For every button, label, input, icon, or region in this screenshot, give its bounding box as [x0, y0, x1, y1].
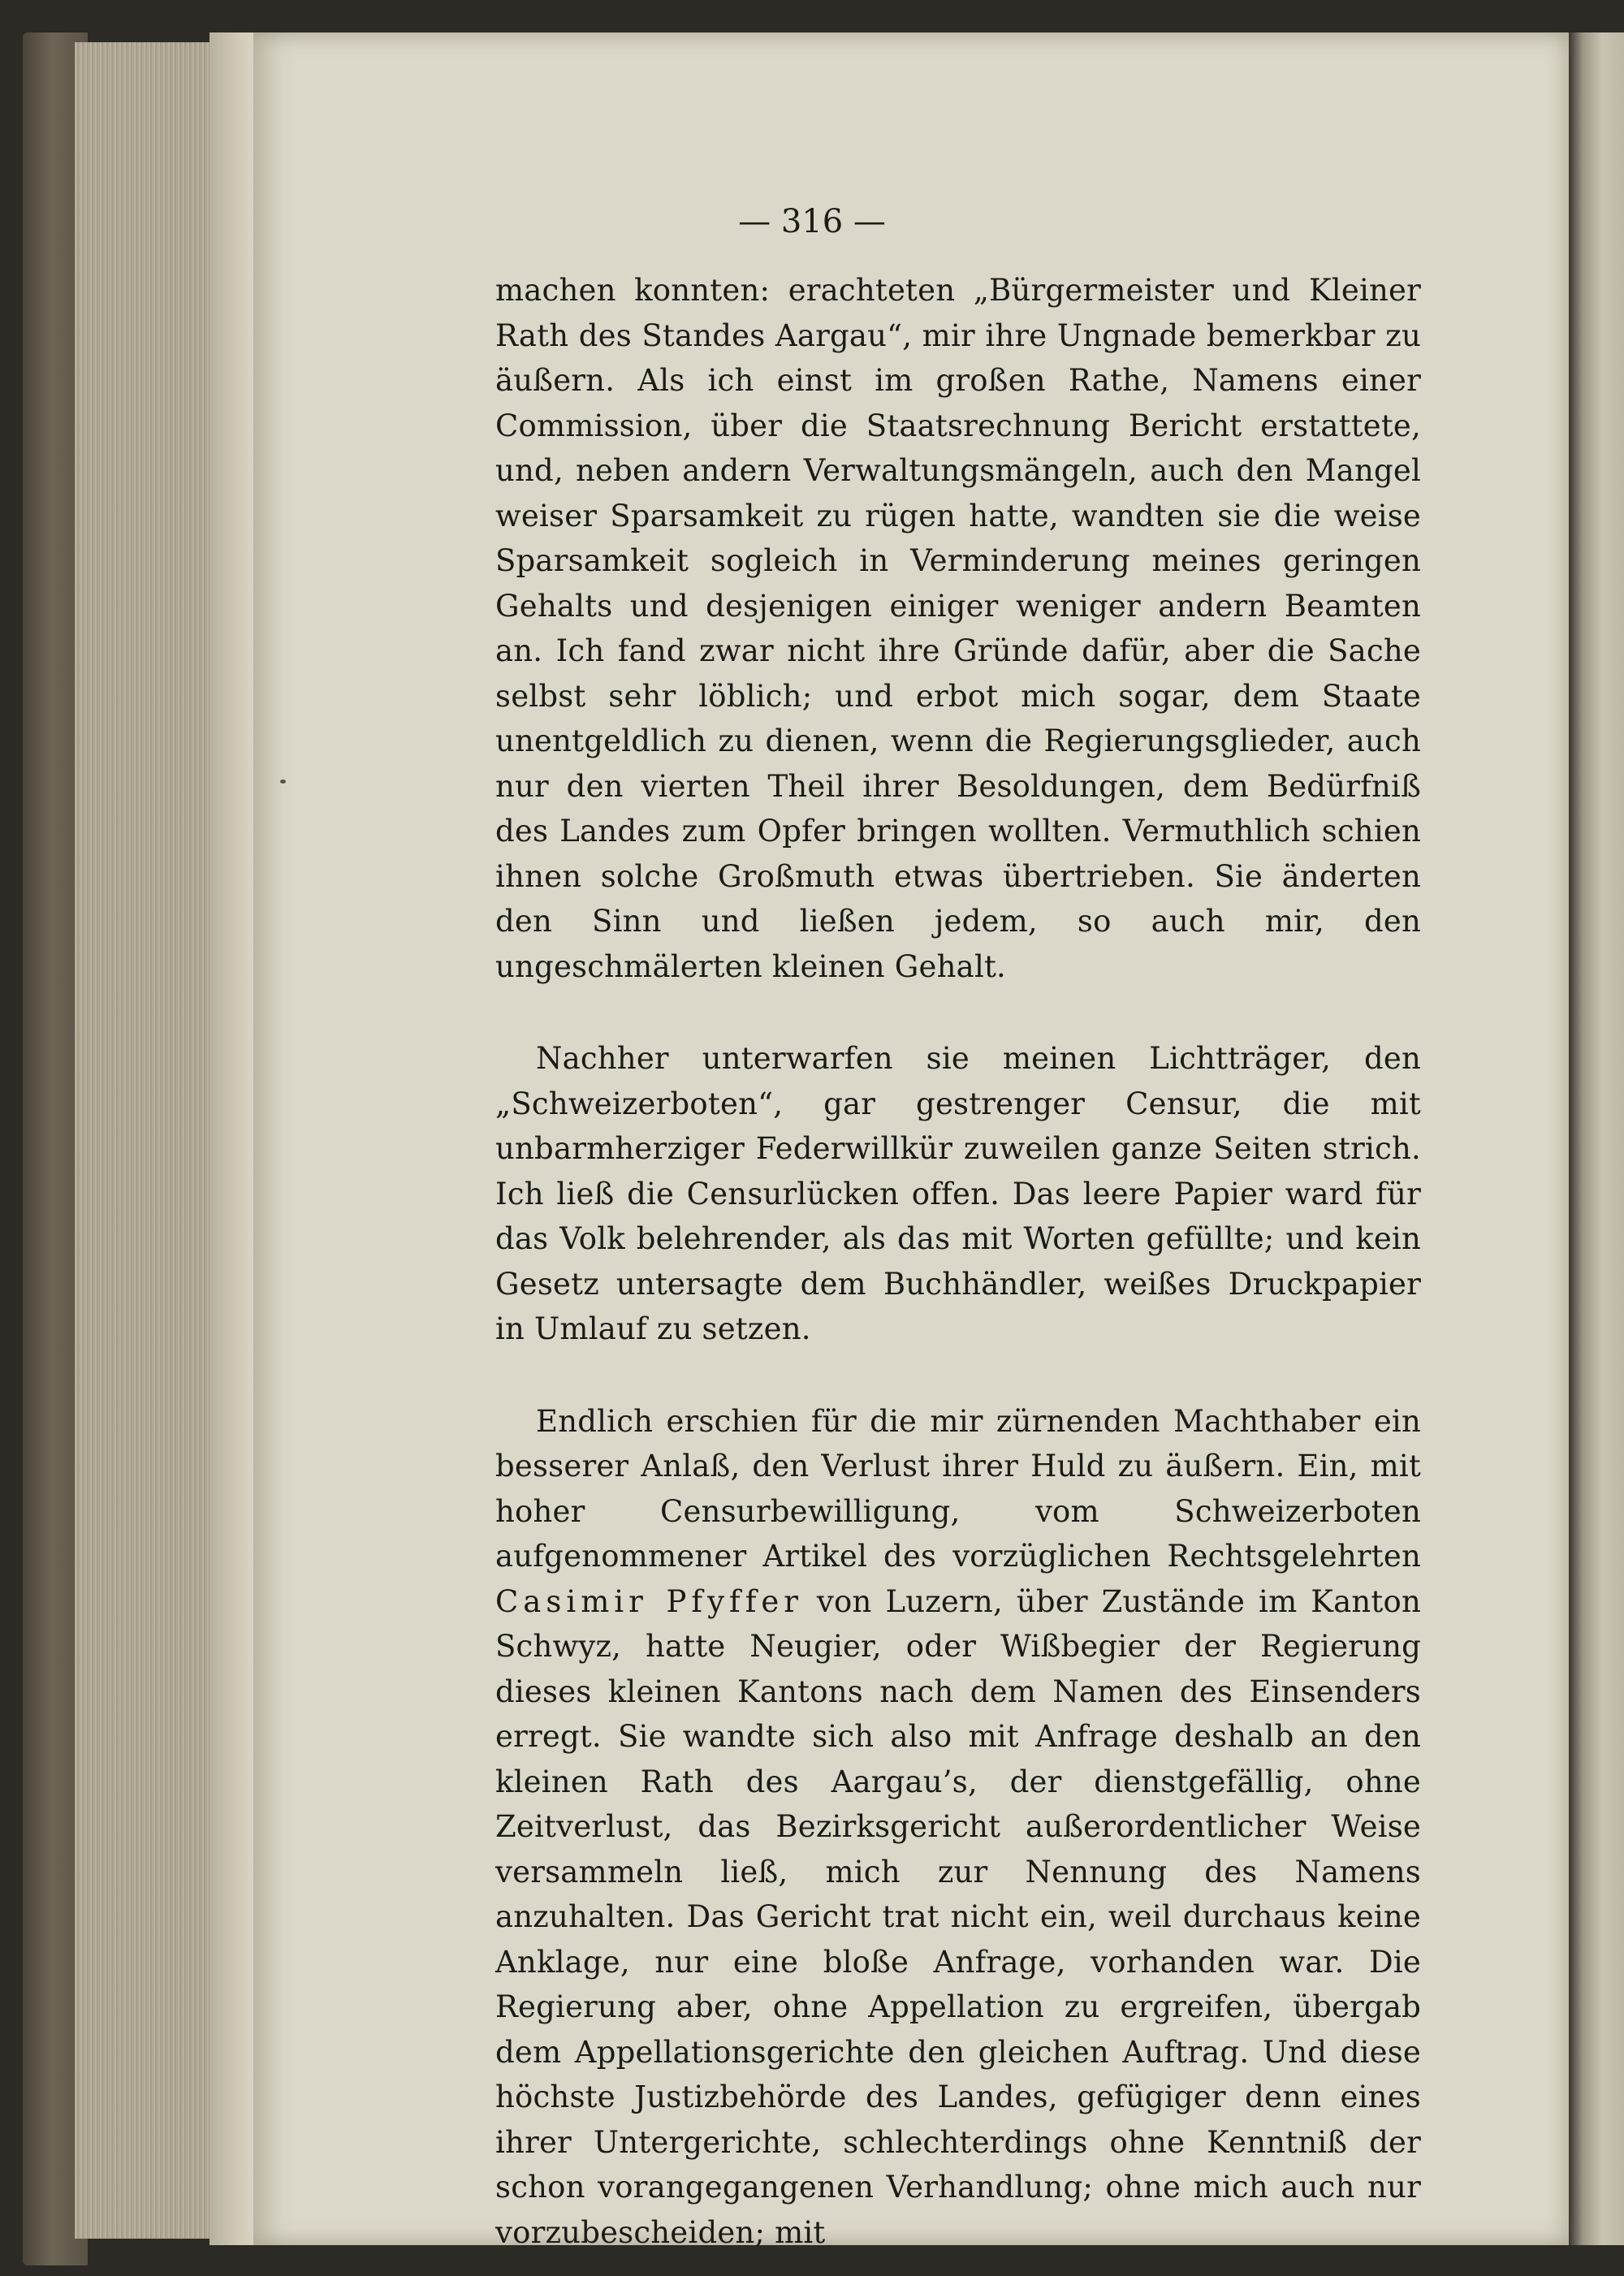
paragraph-2: Nachher unterwarfen sie meinen Lichtträger, den „Schweizerboten“, gar gestrenger Censur, die mit unbarmherziger Federwillkür zuweilen ganze Seiten strich. Ich ließ die Censurlücken offen. Das leere Papier ward für das Volk belehrender, als das mit Worten gefüllte; und kein Gesetz untersagte dem Buchhändler, weißes Druckpapier in Umlauf zu setzen.: [495, 1041, 1421, 1346]
page-gutter: [209, 32, 258, 2245]
paragraph-1: machen konnten: erachteten „Bürgermeister und Kleiner Rath des Standes Aargau“, mir ihre Ungnade bemerkbar zu äußern. Als ich einst im großen Rathe, Namens einer Commission, über die Staatsrechnung Bericht erstattete, und, neben andern Verwaltungsmängeln, auch den Mangel weiser Sparsamkeit zu rügen hatte, wandten sie die weise Sparsamkeit sogleich in Verminderung meines geringen Gehalts und desjenigen einiger weniger andern Beamten an. Ich fand zwar nicht ihre Gründe dafür, aber die Sache selbst sehr löblich; und erbot mich sogar, dem Staate unentgeldlich zu dienen, wenn die Regierungsglieder, auch nur den vierten Theil ihrer Besoldungen, dem Bedürfniß des Landes zum Opfer bringen wollten. Vermuthlich schien ihnen solche Großmuth etwas übertrieben. Sie änderten den Sinn und ließen jedem, so auch mir, den ungeschmälerten kleinen Gehalt.: [495, 273, 1421, 984]
ink-speck: [280, 780, 286, 784]
paragraph-3-end: von Luzern, über Zustände im Kanton Schwyz, hatte Neugier, oder Wißbegier der Regierung dieses kleinen Kantons nach dem Namen des Einsenders erregt. Sie wandte sich also mit Anfrage deshalb an den kleinen Rath des Aargau’s, der dienstgefällig, ohne Zeitverlust, das Bezirksgericht außerordentlicher Weise versammeln ließ, mich zur Nennung des Namens anzuhalten. Das Gericht trat nicht ein, weil durchaus keine Anklage, nur eine bloße Anfrage, vorhanden war. Die Regierung aber, ohne Appellation zu ergreifen, übergab dem Appellationsgerichte den gleichen Auftrag. Und diese höchste Justizbehörde des Landes, gefügiger denn eines ihrer Untergerichte, schlechterdings ohne Kenntniß der schon vorangegangenen Verhandlung; ohne mich auch nur vorzubescheiden; mit: [495, 1583, 1421, 2250]
paragraph-3: [495, 1399, 1421, 2256]
page-number: — 316 —: [738, 203, 886, 240]
body-text: [495, 268, 1421, 2255]
person-name-spaced: Casimir Pfyffer: [495, 1583, 803, 1619]
paragraph-3-start: Endlich erschien für die mir zürnenden Machthaber ein besserer Anlaß, den Verlust ihrer Huld zu äußern. Ein, mit hoher Censurbewilligung, vom Schweizerboten aufgenommener Artikel des vorzüglichen Rechtsgelehrten: [495, 1403, 1421, 1574]
facing-page-edge: [1569, 32, 1624, 2245]
page-edges: [75, 42, 229, 2239]
